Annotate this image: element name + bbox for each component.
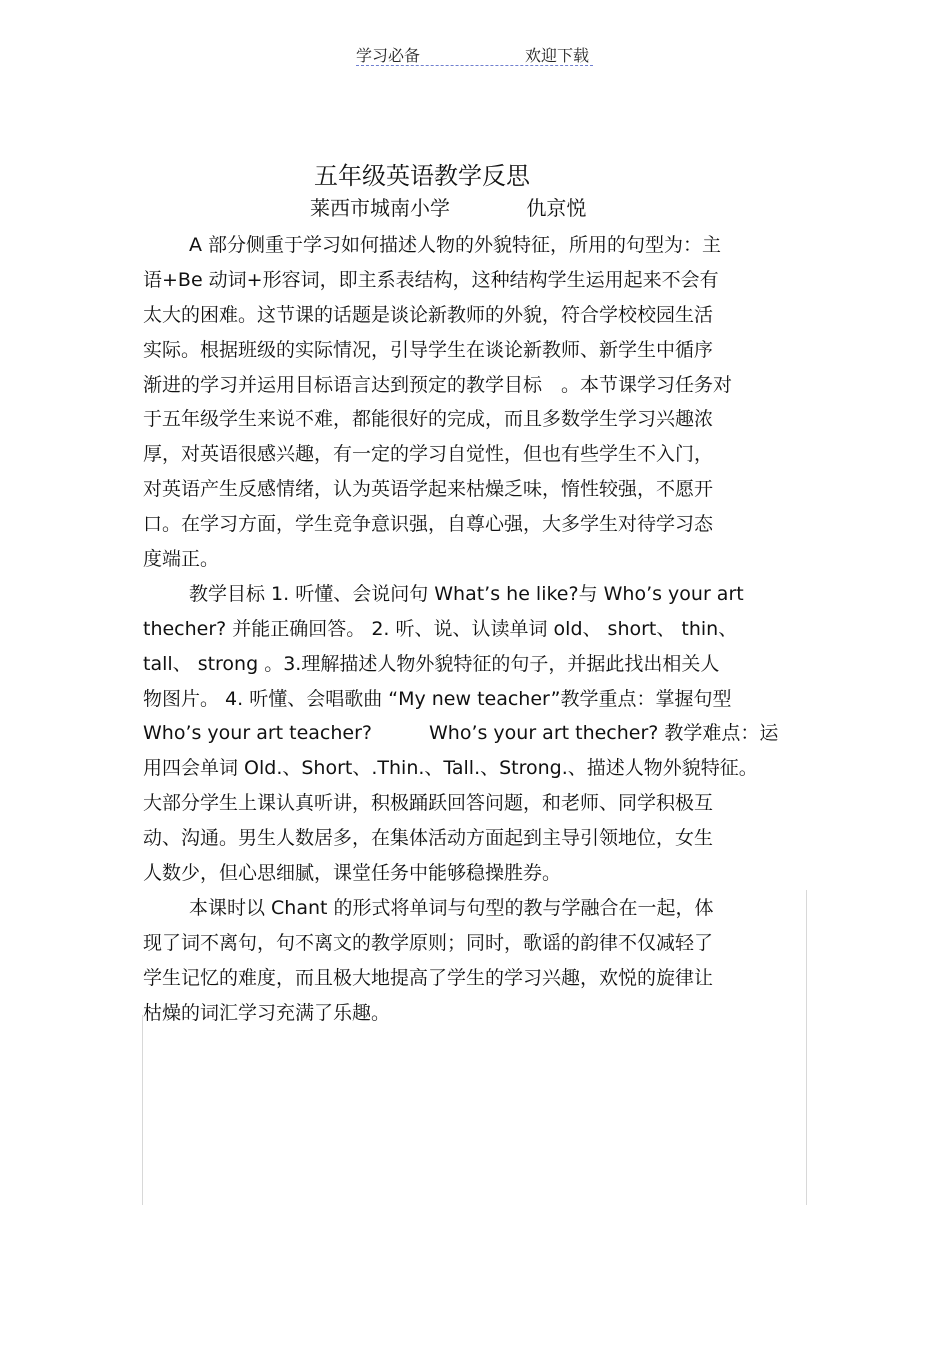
header-left-text: 学习必备 — [356, 46, 421, 65]
frame-border-right — [806, 890, 807, 1205]
paragraph-line: 太大的困难。这节课的话题是谈论新教师的外貌，符合学校校园生活 — [143, 303, 714, 326]
body-text — [143, 228, 813, 1030]
document-title: 五年级英语教学反思 — [314, 162, 530, 190]
author-name: 仇京悦 — [526, 196, 587, 220]
paragraph-line: A 部分侧重于学习如何描述人物的外貌特征，所用的句型为：主 — [189, 234, 722, 256]
paragraph-line: 动、沟通。男生人数居多，在集体活动方面起到主导引领地位，女生 — [143, 827, 714, 850]
paragraph-line: 实际。根据班级的实际情况，引导学生在谈论新教师、新学生中循序 — [143, 338, 714, 361]
paragraph-line: 人数少，但心思细腻，课堂任务中能够稳操胜券。 — [143, 862, 562, 885]
paragraph-line: 枯燥的词汇学习充满了乐趣。 — [143, 1001, 391, 1024]
paragraph-line: 语+Be 动词+形容词，即主系表结构，这种结构学生运用起来不会有 — [143, 268, 719, 291]
paragraph-line: 教学目标 1. 听懂、会说问句 What’s he like?与 Who’s your art — [189, 582, 744, 605]
paragraph-line: 大部分学生上课认真听讲，积极踊跃回答问题，和老师、同学积极互 — [143, 792, 714, 815]
paragraph-line: 学生记忆的难度，而且极大地提高了学生的学习兴趣，欢悦的旋律让 — [143, 966, 714, 989]
author-line — [310, 192, 586, 221]
author-school: 莱西市城南小学 — [310, 196, 450, 220]
paragraph-line: Who’s your art teacher? Who’s your art thecher? 教学难点：运 — [143, 722, 779, 745]
paragraph-line: 物图片。 4. 听懂、会唱歌曲 “My new teacher”教学重点：掌握句型 — [143, 687, 732, 710]
paragraph-line: tall、 strong 。3.理解描述人物外貌特征的句子，并据此找出相关人 — [143, 652, 720, 675]
paragraph-line: 度端正。 — [143, 548, 220, 571]
paragraph-line: 用四会单词 Old.、Short、.Thin.、Tall.、Strong.、描述人物外貌特征。 — [143, 757, 758, 780]
paragraph-line: 于五年级学生来说不难，都能很好的完成，而且多数学生学习兴趣浓 — [143, 408, 714, 431]
frame-border-left — [142, 1015, 143, 1205]
paragraph-line: 口。在学习方面，学生竞争意识强，自尊心强，大多学生对待学习态 — [143, 513, 714, 536]
paragraph-line: 渐进的学习并运用目标语言达到预定的教学目标 。本节课学习任务对 — [143, 373, 733, 396]
paragraph-line: 本课时以 Chant 的形式将单词与句型的教与学融合在一起，体 — [189, 896, 714, 919]
paragraph-line: 对英语产生反感情绪，认为英语学起来枯燥乏味，惰性较强，不愿开 — [143, 478, 714, 501]
header-right-text: 欢迎下载 — [524, 46, 589, 65]
page-header — [356, 41, 593, 66]
paragraph-line: 现了词不离句，句不离文的教学原则；同时，歌谣的韵律不仅减轻了 — [143, 931, 714, 954]
paragraph-line: 厚，对英语很感兴趣，有一定的学习自觉性，但也有些学生不入门， — [143, 443, 714, 466]
paragraph-line: thecher? 并能正确回答。 2. 听、说、认读单词 old、 short、 thin、 — [143, 617, 738, 640]
